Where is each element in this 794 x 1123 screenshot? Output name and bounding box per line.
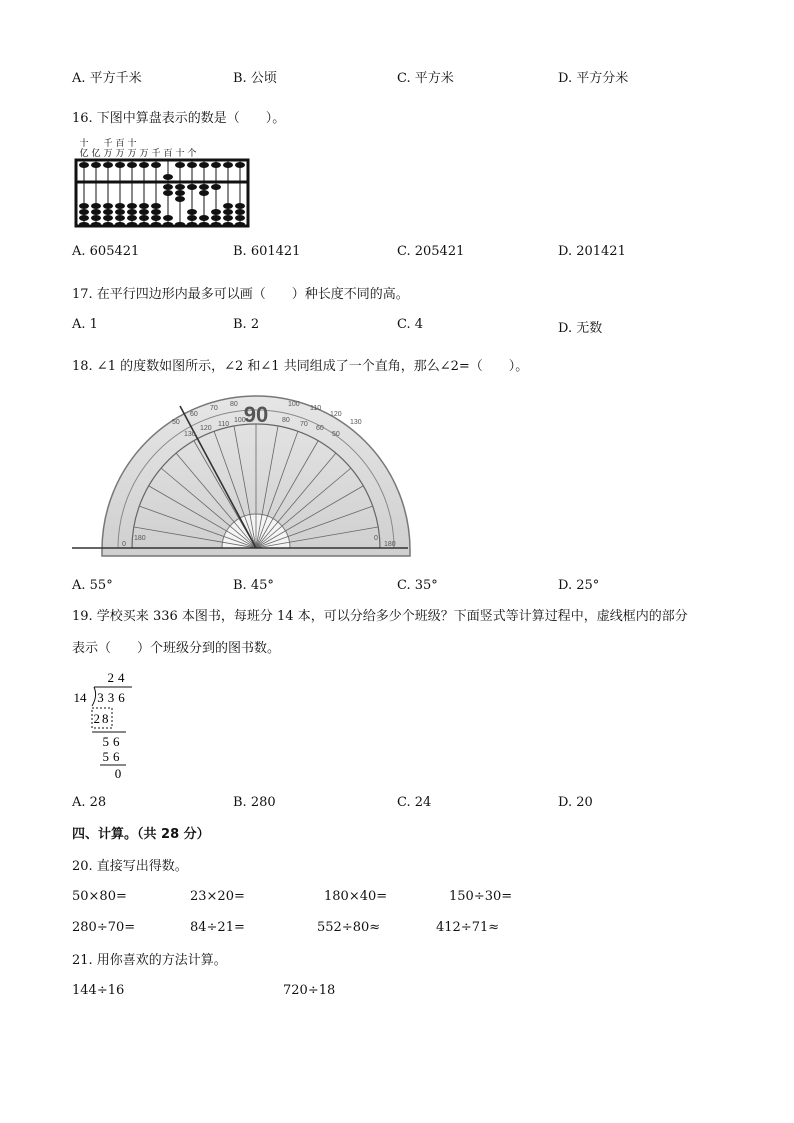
q19-option-b: B. 280 <box>233 795 276 810</box>
svg-text:130: 130 <box>350 419 362 426</box>
q16-option-d: D. 201421 <box>558 244 626 259</box>
q20-item: 23×20= <box>190 889 245 904</box>
q17-option-a: A. 1 <box>72 317 98 332</box>
division-divisor: 14 <box>73 690 87 705</box>
abacus-beads <box>79 162 245 226</box>
q18-stem: 18. ∠1 的度数如图所示，∠2 和∠1 共同组成了一个直角，那么∠2=（ ）。 <box>72 359 529 374</box>
division-bracket <box>92 687 96 706</box>
q19-option-a: A. 28 <box>72 795 107 810</box>
long-division-figure <box>70 668 140 782</box>
q17-options <box>72 317 732 335</box>
svg-text:100: 100 <box>234 417 246 424</box>
svg-text:130: 130 <box>184 431 196 438</box>
q17-stem: 17. 在平行四边形内最多可以画（ ）种长度不同的高。 <box>72 287 409 302</box>
svg-text:180: 180 <box>384 541 396 548</box>
abacus-place-label: 万 <box>139 149 149 159</box>
svg-text:70: 70 <box>210 405 218 412</box>
abacus-place-label: 万 <box>115 149 125 159</box>
abacus-place-label: 十 <box>79 139 89 149</box>
svg-text:180: 180 <box>134 535 146 542</box>
section-title: 四、计算。（共 28 分） <box>72 827 210 842</box>
q20-item: 50×80= <box>72 889 127 904</box>
q20-item: 84÷21= <box>190 920 245 935</box>
q18-option-b: B. 45° <box>233 578 274 593</box>
protractor-center-label: 90 <box>243 402 269 427</box>
svg-text:50: 50 <box>332 431 340 438</box>
abacus-figure <box>72 136 254 232</box>
q18-option-d: D. 25° <box>558 578 600 593</box>
svg-text:120: 120 <box>200 425 212 432</box>
q18-option-c: C. 35° <box>397 578 438 593</box>
q18-options <box>72 578 732 596</box>
abacus-place-label: 个 <box>187 149 197 159</box>
q20-item: 552÷80≈ <box>317 920 381 935</box>
svg-text:110: 110 <box>218 421 230 428</box>
q21-item: 720÷18 <box>283 983 336 998</box>
q21-stem: 21. 用你喜欢的方法计算。 <box>72 953 227 968</box>
q15-option-c: C. 平方米 <box>397 71 454 86</box>
q16-option-b: B. 601421 <box>233 244 301 259</box>
abacus-frame <box>76 160 248 226</box>
q16-options <box>72 244 732 262</box>
division-step1: 28 <box>93 711 111 726</box>
svg-text:70: 70 <box>300 421 308 428</box>
abacus-place-label: 十 <box>127 139 137 149</box>
q20-item: 180×40= <box>324 889 388 904</box>
q17-option-b: B. 2 <box>233 317 260 332</box>
division-final: 0 <box>114 766 122 781</box>
svg-text:100: 100 <box>288 401 300 408</box>
abacus-place-label: 亿 <box>79 149 89 159</box>
q19-stem-line2: 表示（ ）个班级分到的图书数。 <box>72 641 281 656</box>
q16-option-c: C. 205421 <box>397 244 465 259</box>
svg-text:50: 50 <box>172 419 180 426</box>
q15-options <box>72 67 732 85</box>
q20-item: 150÷30= <box>449 889 513 904</box>
q21-item: 144÷16 <box>72 983 125 998</box>
svg-text:0: 0 <box>122 541 126 548</box>
svg-text:60: 60 <box>190 411 198 418</box>
abacus-place-label: 万 <box>127 149 137 159</box>
q19-option-d: D. 20 <box>558 795 593 810</box>
abacus-place-label: 百 <box>163 149 173 159</box>
q15-option-a: A. 平方千米 <box>72 71 142 86</box>
division-remainder: 56 <box>102 734 124 749</box>
q19-stem-line1: 19. 学校买来 336 本图书，每班分 14 本，可以分给多少个班级？下面竖式等计算过程中，虚线框内的部分 <box>72 609 688 624</box>
q17-option-c: C. 4 <box>397 317 424 332</box>
svg-text:60: 60 <box>316 425 324 432</box>
q19-options <box>72 795 732 813</box>
abacus-place-label: 亿 <box>91 149 101 159</box>
q15-option-d: D. 平方分米 <box>558 71 629 86</box>
abacus-place-label: 千 <box>151 149 161 159</box>
svg-text:80: 80 <box>282 417 290 424</box>
svg-text:80: 80 <box>230 401 238 408</box>
svg-text:0: 0 <box>374 535 378 542</box>
q16-stem: 16. 下图中算盘表示的数是（ ）。 <box>72 111 286 126</box>
division-quotient: 24 <box>107 670 129 685</box>
q20-stem: 20. 直接写出得数。 <box>72 859 188 874</box>
protractor-figure <box>72 388 412 564</box>
q18-option-a: A. 55° <box>72 578 113 593</box>
abacus-place-label: 十 <box>175 149 185 159</box>
q15-option-b: B. 公顷 <box>233 71 277 86</box>
division-dividend: 336 <box>97 690 129 705</box>
division-step2: 56 <box>102 749 124 764</box>
q17-option-d: D. 无数 <box>558 321 603 336</box>
abacus-place-label: 百 <box>115 139 125 149</box>
svg-text:120: 120 <box>330 411 342 418</box>
svg-text:110: 110 <box>310 405 322 412</box>
q16-option-a: A. 605421 <box>72 244 140 259</box>
abacus-place-label: 万 <box>103 149 113 159</box>
q19-option-c: C. 24 <box>397 795 432 810</box>
abacus-place-label: 千 <box>103 139 113 149</box>
q20-item: 412÷71≈ <box>436 920 500 935</box>
q20-item: 280÷70= <box>72 920 136 935</box>
